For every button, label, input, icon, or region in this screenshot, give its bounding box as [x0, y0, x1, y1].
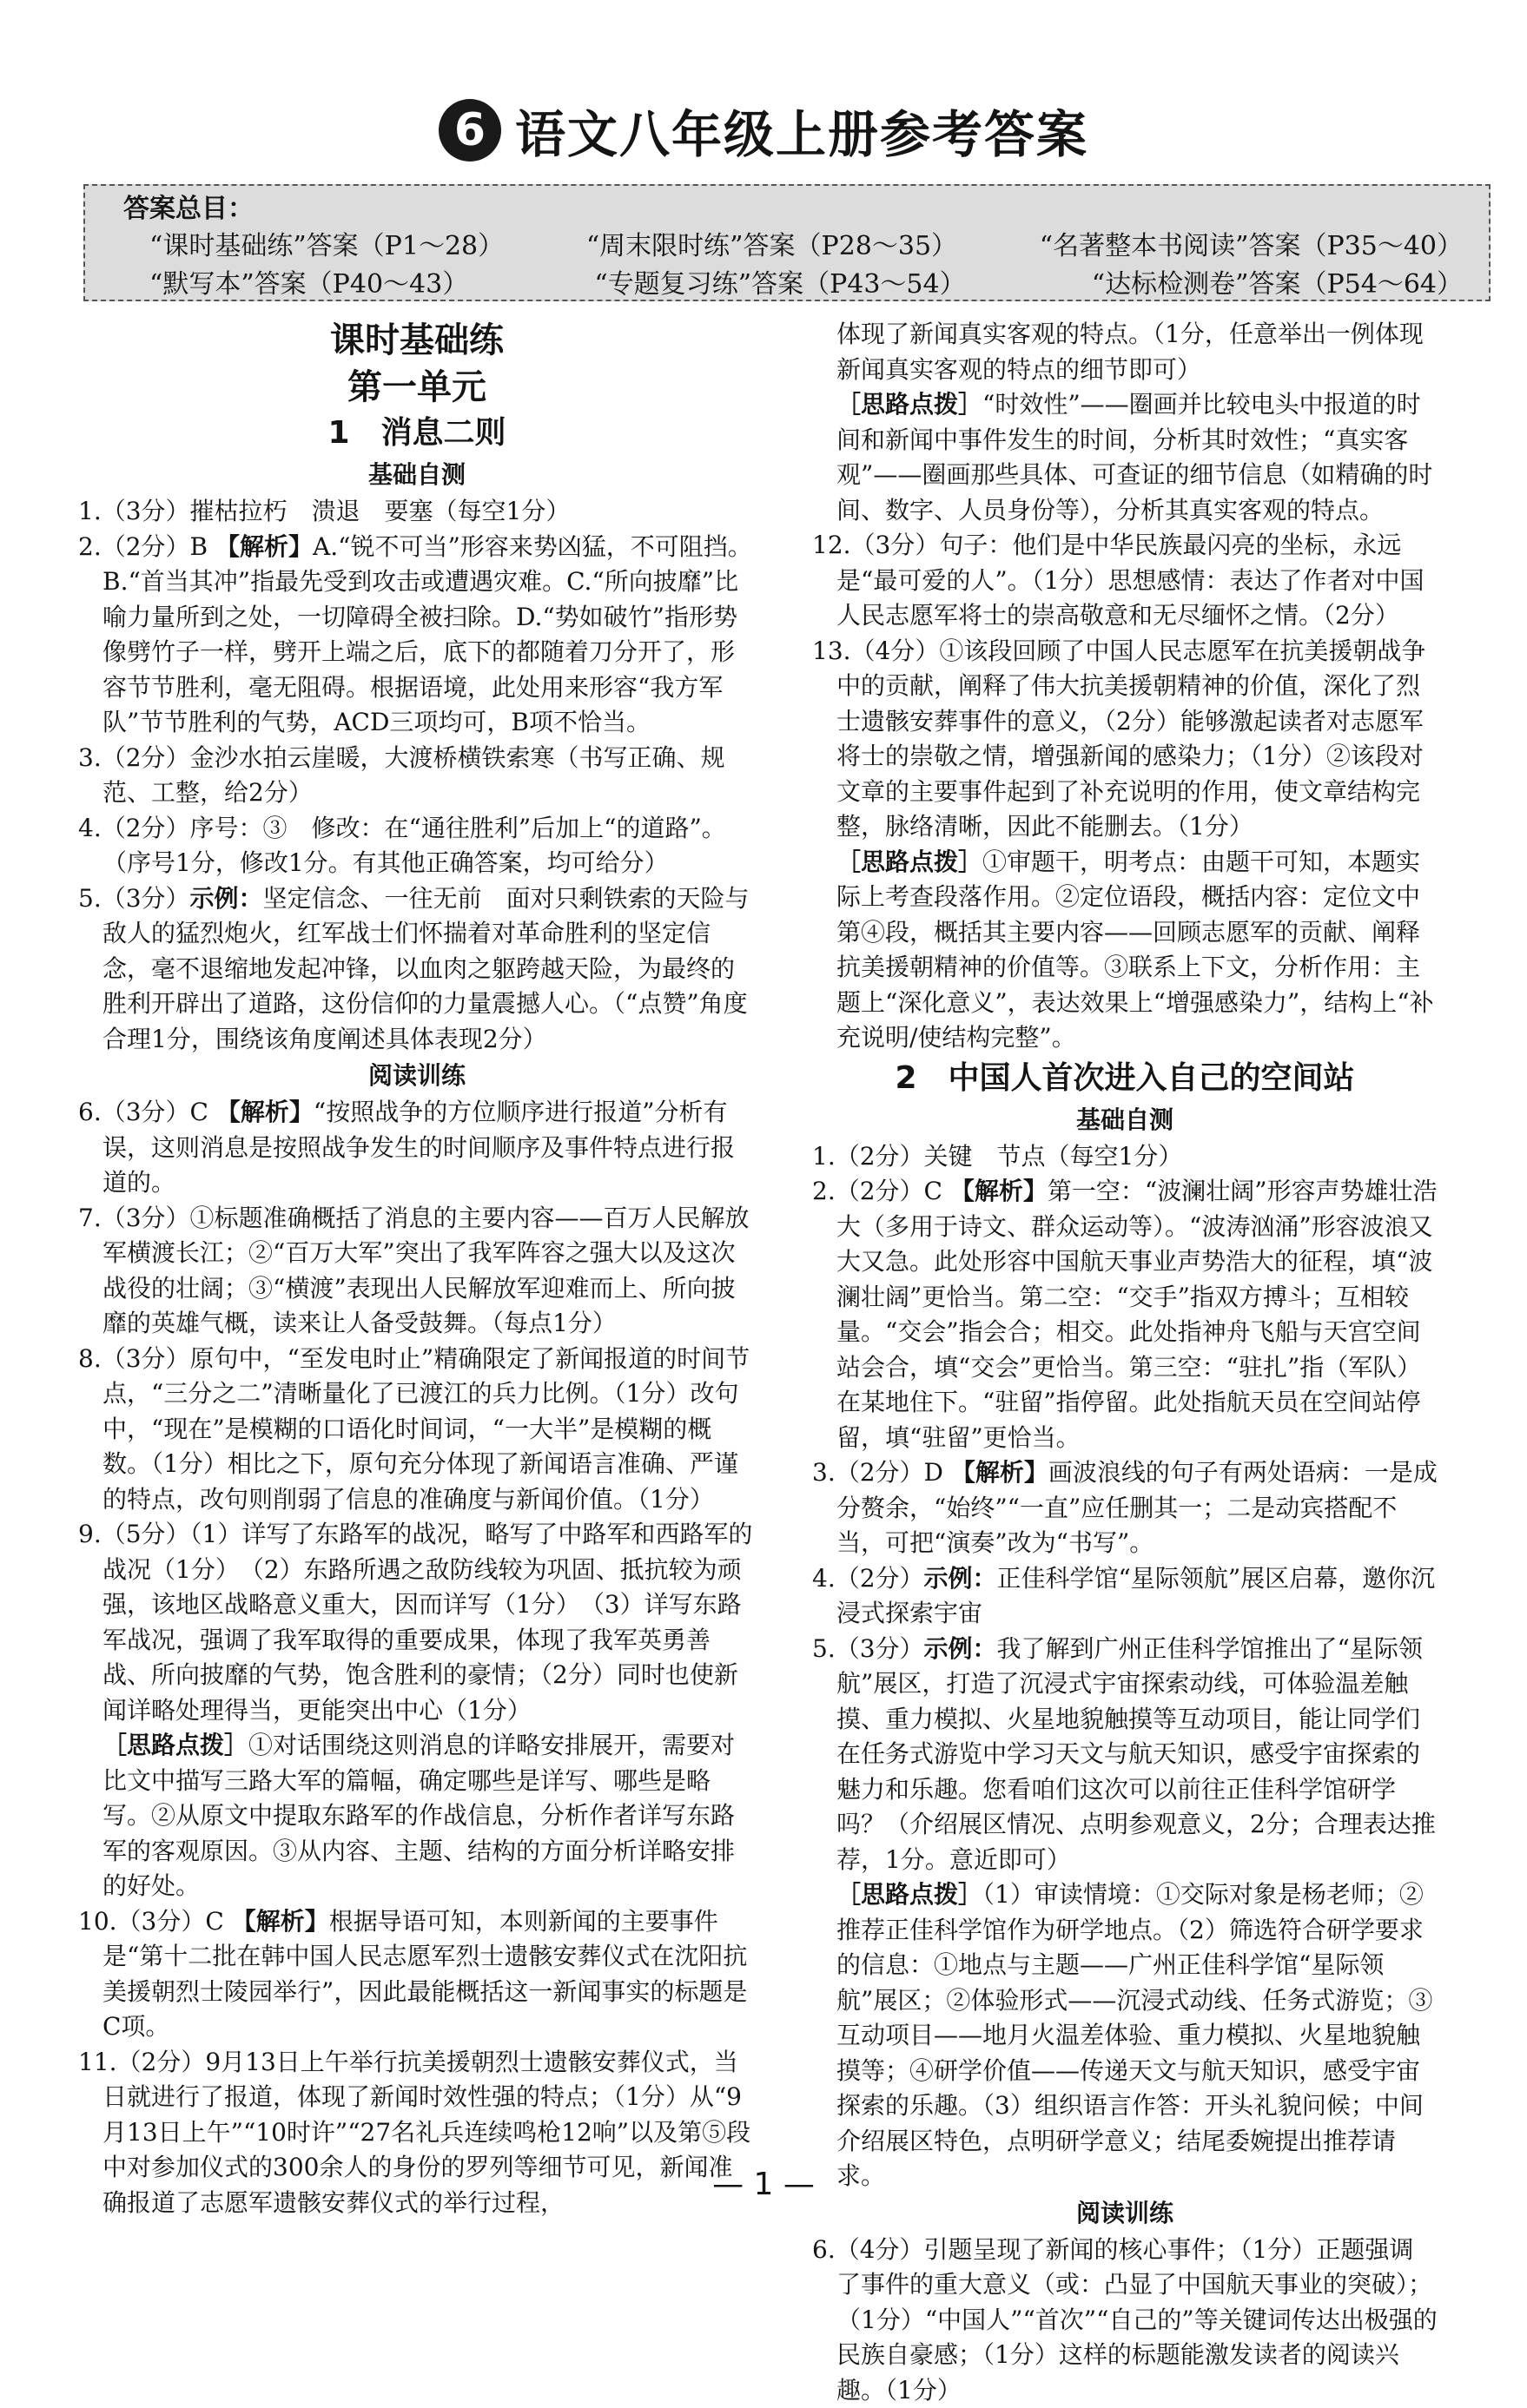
answer-item: 4.（2分）序号：③ 修改：在“通往胜利”后加上“的道路”。（序号1分，修改1分。有其他正确答案，均可给分） — [78, 811, 756, 881]
answer-item: 1.（2分）关键 节点（每空1分） — [812, 1139, 1438, 1175]
answer-item: 12.（3分）句子：他们是中华民族最闪亮的坐标，永远是“最可爱的人”。（1分）思想感情：表达了作者对中国人民志愿军将士的崇高敬意和无尽缅怀之情。（2分） — [812, 528, 1438, 634]
answer-item: 3.（2分）金沙水拍云崖暖，大渡桥横铁索寒（书写正确、规范、工整，给2分） — [78, 741, 756, 811]
summary-row-1 — [123, 228, 1463, 266]
summary-item: “周末限时练”答案（P28～35） — [586, 228, 957, 266]
summary-item: “课时基础练”答案（P1～28） — [149, 228, 504, 266]
answer-item: 5.（3分）示例：我了解到广州正佳科学馆推出了“星际领航”展区，打造了沉浸式宇宙探索动线，可体验温差触摸、重力模拟、火星地貌触摸等互动项目，能让同学们在任务式游览中学习天文与航天知识，感受宇宙探索的魅力和乐趣。您看咱们这次可以前往正佳科学馆研学吗？（介绍展区情况、点明参观意义，2分；合理表达推荐，1分。意近即可） — [812, 1632, 1438, 1878]
left-column — [78, 317, 756, 2220]
right-column — [812, 317, 1438, 2408]
section-title: 课时基础练 — [78, 317, 756, 364]
answer-item: 2.（2分）C 【解析】第一空：“波澜壮阔”形容声势雄壮浩大（多用于诗文、群众运动等）。“波涛汹涌”形容波浪又大又急。此处形容中国航天事业声势浩大的征程，填“波澜壮阔”更恰当。第二空：“交手”指双方搏斗；互相较量。“交会”指会合；相交。此处指神舟飞船与天宫空间站会合，填“交会”更恰当。第三空：“驻扎”指（军队）在某地住下。“驻留”指停留。此处指航天员在空间站停留，填“驻留”更恰当。 — [812, 1174, 1438, 1455]
thinking-hint: ［思路点拨］①对话围绕这则消息的详略安排展开，需要对比文中描写三路大军的篇幅，确定哪些是详写、哪些是略写。②从原文中提取东路军的作战信息，分析作者详写东路军的客观原因。③从内容、主题、结构的方面分析详略安排的好处。 — [78, 1728, 756, 1904]
page-number: — 1 — — [0, 2167, 1527, 2202]
answer-item: 5.（3分）示例：坚定信念、一往无前 面对只剩铁索的天险与敌人的猛烈炮火，红军战士们怀揣着对革命胜利的坚定信念，毫不退缩地发起冲锋，以血肉之躯跨越天险，为最终的胜利开辟出了道路，这份信仰的力量震撼人心。（“点赞”角度合理1分，围绕该角度阐述具体表现2分） — [78, 881, 756, 1058]
lesson-title: 1 消息二则 — [78, 411, 756, 456]
summary-item: “名著整本书阅读”答案（P35～40） — [1040, 228, 1463, 266]
answer-item: 1.（3分）摧枯拉朽 溃退 要塞（每空1分） — [78, 494, 756, 530]
answer-item: 2.（2分）B 【解析】A.“锐不可当”形容来势凶猛，不可阻挡。B.“首当其冲”指最先受到攻击或遭遇灾难。C.“所向披靡”比喻力量所到之处，一切障碍全被扫除。D.“势如破竹”指形势像劈竹子一样，劈开上端之后，底下的都随着刀分开了，形容节节胜利，毫无阻碍。根据语境，此处用来形容“我方军队”节节胜利的气势，ACD三项均可，B项不恰当。 — [78, 530, 756, 741]
answer-item: 6.（3分）C 【解析】“按照战争的方位顺序进行报道”分析有误，这则消息是按照战争发生的时间顺序及事件特点进行报道的。 — [78, 1095, 756, 1201]
answer-item: 7.（3分）①标题准确概括了消息的主要内容——百万人民解放军横渡长江；②“百万大军”突出了我军阵容之强大以及这次战役的壮阔；③“横渡”表现出人民解放军迎难而上、所向披靡的英雄气概，读来让人备受鼓舞。（每点1分） — [78, 1201, 756, 1342]
summary-title: 答案总目： — [123, 191, 1463, 228]
lesson-title: 2 中国人首次进入自己的空间站 — [812, 1056, 1438, 1101]
summary-row-2 — [123, 266, 1463, 304]
answer-item: 10.（3分）C 【解析】根据导语可知，本则新闻的主要事件是“第十二批在韩中国人民志愿军烈士遗骸安葬仪式在沈阳抗美援朝烈士陵园举行”，因此最能概括这一新闻事实的标题是C项。 — [78, 1904, 756, 2045]
answer-summary-box — [83, 184, 1491, 301]
subsection-title: 阅读训练 — [78, 1057, 756, 1095]
summary-item: “默写本”答案（P40～43） — [149, 266, 468, 304]
answer-item: 4.（2分）示例：正佳科学馆“星际领航”展区启幕，邀你沉浸式探索宇宙 — [812, 1561, 1438, 1632]
subsection-title: 阅读训练 — [812, 2194, 1438, 2233]
answer-item: 6.（4分）引题呈现了新闻的核心事件；（1分）正题强调了事件的重大意义（或：凸显了中国航天事业的突破）；（1分）“中国人”“首次”“自己的”等关键词传达出极强的民族自豪感；（1分）这样的标题能激发读者的阅读兴趣。（1分） — [812, 2233, 1438, 2408]
answer-item: 9.（5分）（1）详写了东路军的战况，略写了中路军和西路军的战况（1分） （2）东路所遇之敌防线较为巩固、抵抗较为顽强，该地区战略意义重大，因而详写（1分） （3）详写东路军战况，强调了我军取得的重要成果，体现了我军英勇善战、所向披靡的气势，饱含胜利的豪情；（2分）同时也使新闻详略处理得当，更能突出中心（1分） — [78, 1517, 756, 1728]
answer-item: 13.（4分）①该段回顾了中国人民志愿军在抗美援朝战争中的贡献，阐释了伟大抗美援朝精神的价值，深化了烈士遗骸安葬事件的意义，（2分）能够激起读者对志愿军将士的崇敬之情，增强新闻的感染力；（1分）②该段对文章的主要事件起到了补充说明的作用，使文章结构完整，脉络清晰，因此不能删去。（1分） — [812, 634, 1438, 845]
subsection-title: 基础自测 — [78, 456, 756, 494]
answer-item-continued: 体现了新闻真实客观的特点。（1分，任意举出一例体现新闻真实客观的特点的细节即可） — [812, 317, 1438, 387]
unit-title: 第一单元 — [78, 364, 756, 411]
answer-item: 11.（2分）9月13日上午举行抗美援朝烈士遗骸安葬仪式，当日就进行了报道，体现了新闻时效性强的特点；（1分）从“9月13日上午”“10时许”“27名礼兵连续鸣枪12响”以及第⑤段中对参加仪式的300余人的身份的罗列等细节可见，新闻准确报道了志愿军遗骸安葬仪式的举行过程， — [78, 2045, 756, 2221]
thinking-hint: ［思路点拨］“时效性”——圈画并比较电头中报道的时间和新闻中事件发生的时间，分析其时效性；“真实客观”——圈画那些具体、可查证的细节信息（如精确的时间、数字、人员身份等），分析其真实客观的特点。 — [812, 387, 1438, 528]
page-title: 语文八年级上册参考答案 — [515, 94, 1088, 167]
chapter-number-badge: 6 — [439, 99, 501, 162]
page-header — [0, 87, 1527, 174]
summary-item: “达标检测卷”答案（P54～64） — [1092, 266, 1463, 304]
thinking-hint: ［思路点拨］（1）审读情境：①交际对象是杨老师；②推荐正佳科学馆作为研学地点。（2）筛选符合研学要求的信息：①地点与主题——广州正佳科学馆“星际领航”展区；②体验形式——沉浸式动线、任务式游览；③互动项目——地月火温差体验、重力模拟、火星地貌触摸等；④研学价值——传递天文与航天知识，感受宇宙探索的乐趣。（3）组织语言作答：开头礼貌问候；中间介绍展区特色，点明研学意义；结尾委婉提出推荐请求。 — [812, 1877, 1438, 2194]
thinking-hint: ［思路点拨］①审题干，明考点：由题干可知，本题实际上考查段落作用。②定位语段，概括内容：定位文中第④段，概括其主要内容——回顾志愿军的贡献、阐释抗美援朝精神的价值等。③联系上下文，分析作用：主题上“深化意义”，表达效果上“增强感染力”，结构上“补充说明/使结构完整”。 — [812, 845, 1438, 1056]
answer-item: 8.（3分）原句中，“至发电时止”精确限定了新闻报道的时间节点，“三分之二”清晰量化了已渡江的兵力比例。（1分）改句中，“现在”是模糊的口语化时间词，“一大半”是模糊的概数。（1分）相比之下，原句充分体现了新闻语言准确、严谨的特点，改句则削弱了信息的准确度与新闻价值。（1分） — [78, 1342, 756, 1518]
summary-item: “专题复习练”答案（P43～54） — [594, 266, 965, 304]
subsection-title: 基础自测 — [812, 1101, 1438, 1139]
answer-item: 3.（2分）D 【解析】画波浪线的句子有两处语病：一是成分赘余，“始终”“一直”应任删其一；二是动宾搭配不当，可把“演奏”改为“书写”。 — [812, 1455, 1438, 1561]
